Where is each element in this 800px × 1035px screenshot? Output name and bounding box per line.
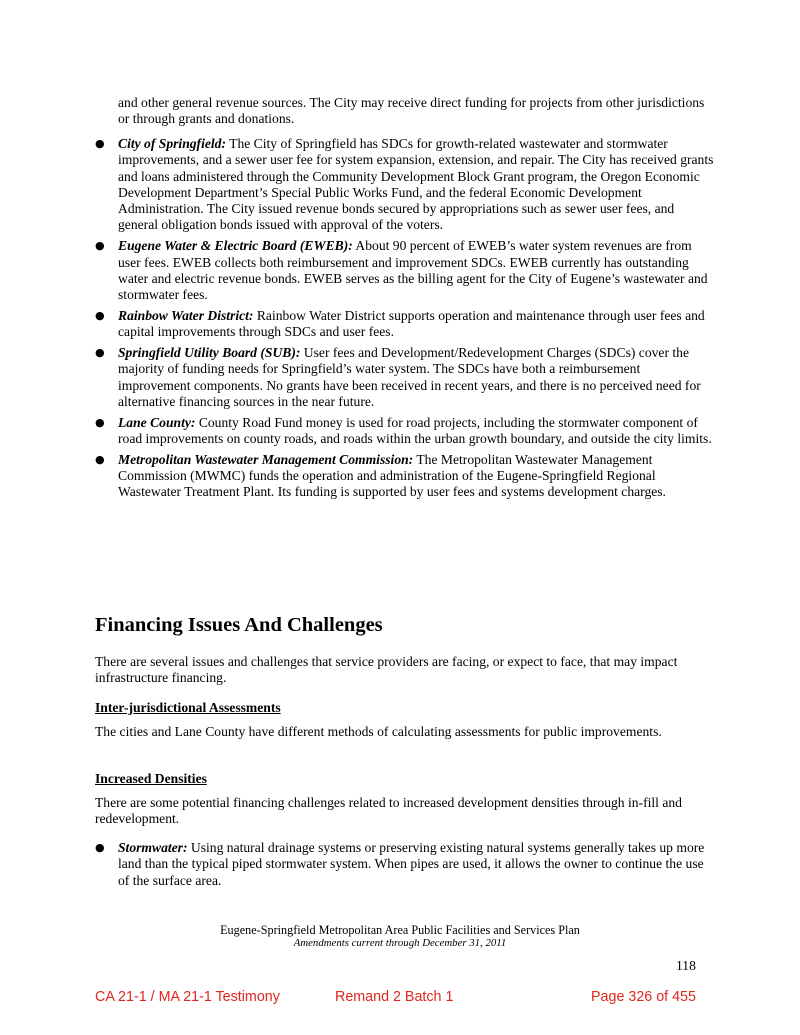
list-item [95, 136, 715, 234]
item-text: County Road Fund money is used for road projects, including the stormwater component of road improvements on county roads, and roads within the urban growth boundary, and outside the city limits. [118, 414, 712, 447]
item-lead: Rainbow Water District: [118, 307, 254, 323]
stamp-batch: Remand 2 Batch 1 [335, 989, 454, 1005]
stamp-page: Page 326 of 455 [591, 989, 696, 1005]
item-text: User fees and Development/Redevelopment Charges (SDCs) cover the majority of funding needs for Springfield’s water system. The SDCs have both a reimbursement improvement components. No grants have been received in recent years, and there is no perceived need for alternative financing sources in the near future. [118, 345, 701, 409]
item-lead: Stormwater: [118, 840, 188, 855]
subsection-heading: Inter-jurisdictional Assessments [95, 700, 281, 715]
subsection-body: There are some potential financing challenges related to increased development densities through in-fill and redevelopment. [95, 795, 682, 827]
item-lead: Lane County: [118, 414, 196, 430]
bullet-dot-icon: ● [95, 308, 105, 322]
stamp-case: CA 21-1 / MA 21-1 Testimony [95, 989, 280, 1005]
footer-subtitle: Amendments current through December 31, 2011 [293, 937, 507, 949]
subsection-body: The cities and Lane County have different methods of calculating assessments for public improvements. [95, 724, 662, 739]
item-text: The City of Springfield has SDCs for growth-related wastewater and stormwater improvements, and a sewer user fee for system expansion, extension, and repair. The City has received grants and loans administered through the Community Development Block Grant program, the Oregon Economic Development Department’s Special Public Works Fund, and the federal Economic Development Administration. The City issued revenue bonds secured by appropriations such as sewer user fees, and general obligation bonds issued with approval of the voters. [118, 136, 714, 233]
item-lead: Eugene Water & Electric Board (EWEB): [118, 238, 353, 254]
item-lead: City of Springfield: [118, 136, 226, 151]
item-lead: Springfield Utility Board (SUB): [118, 345, 301, 361]
item-text: The Metropolitan Wastewater Management Commission (MWMC) funds the operation and administration of the Eugene-Springfield Regional Wastewater Treatment Plant. Its funding is supported by user fees and systems development charges. [118, 451, 666, 500]
bullet-dot-icon: ● [95, 137, 105, 150]
bullet-dot-icon: ● [95, 346, 105, 360]
list-item [95, 840, 715, 889]
provider-list [95, 136, 715, 505]
subsection-heading: Increased Densities [95, 771, 207, 786]
list-item [95, 308, 715, 341]
list-item [95, 452, 715, 501]
density-list [95, 840, 715, 893]
list-item [95, 415, 715, 448]
item-text: Using natural drainage systems or preserving existing natural systems generally takes up more land than the typical piped stormwater system. When pipes are used, it allows the owner to continue the use of the surface area. [118, 840, 705, 888]
section-heading: Financing Issues And Challenges [95, 614, 383, 636]
bullet-dot-icon: ● [95, 452, 105, 466]
item-text: Rainbow Water District supports operation and maintenance through user fees and capital improvements through SDCs and user fees. [118, 307, 705, 340]
bullet-dot-icon: ● [95, 415, 105, 429]
footer-title: Eugene-Springfield Metropolitan Area Public Facilities and Services Plan [220, 923, 580, 937]
bullet-dot-icon: ● [95, 239, 105, 253]
bullet-dot-icon: ● [95, 841, 105, 854]
item-text: About 90 percent of EWEB’s water system revenues are from user fees. EWEB collects both reimbursement and improvement SDCs. EWEB currently has outstanding water and electric revenue bonds. EWEB serves as the billing agent for the City of Eugene’s wastewater and stormwater fees. [118, 238, 708, 303]
page-number: 118 [676, 958, 696, 973]
section-intro: There are several issues and challenges that service providers are facing, or expect to face, that may impact infrastructure financing. [95, 654, 678, 686]
list-item [95, 238, 715, 303]
item-lead: Metropolitan Wastewater Management Commission: [118, 451, 414, 467]
list-item [95, 345, 715, 410]
continued-paragraph: and other general revenue sources. The City may receive direct funding for projects from other jurisdictions or through grants and donations. [118, 95, 705, 127]
